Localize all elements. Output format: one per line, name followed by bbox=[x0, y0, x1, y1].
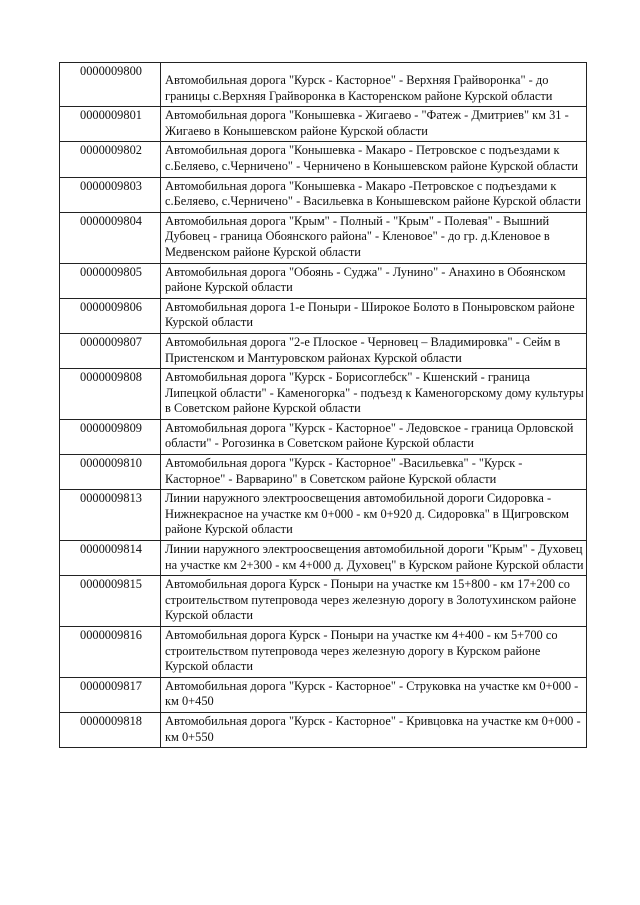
row-code: 0000009805 bbox=[60, 263, 161, 298]
row-code: 0000009804 bbox=[60, 212, 161, 263]
row-code: 0000009818 bbox=[60, 712, 161, 747]
row-code: 0000009807 bbox=[60, 333, 161, 368]
table-row bbox=[60, 627, 587, 678]
row-code: 0000009801 bbox=[60, 107, 161, 142]
table-row bbox=[60, 107, 587, 142]
row-description: Линии наружного электроосвещения автомобильной дороги Сидоровка - Нижнекрасное на участке км 0+000 - км 0+920 д. Сидоровка" в Щигровском районе Курской области bbox=[161, 490, 587, 541]
row-description: Автомобильная дорога "Конышевка - Макаро - Петровское с подъездами к с.Беляево, с.Черничено" - Черничено в Конышевском районе Курской области bbox=[161, 142, 587, 177]
row-description: Автомобильная дорога "Курск - Касторное" - Струковка на участке км 0+000 - км 0+450 bbox=[161, 677, 587, 712]
row-description: Автомобильная дорога 1-е Поныри - Широкое Болото в Поныровском районе Курской области bbox=[161, 298, 587, 333]
table-row bbox=[60, 419, 587, 454]
row-description: Автомобильная дорога Курск - Поныри на участке км 15+800 - км 17+200 со строительством путепровода через железную дорогу в Золотухинском районе Курской области bbox=[161, 576, 587, 627]
table-row bbox=[60, 333, 587, 368]
row-code: 0000009809 bbox=[60, 419, 161, 454]
table-row bbox=[60, 298, 587, 333]
table-row bbox=[60, 263, 587, 298]
row-code: 0000009803 bbox=[60, 177, 161, 212]
table-row bbox=[60, 677, 587, 712]
row-code: 0000009814 bbox=[60, 541, 161, 576]
row-code: 0000009800 bbox=[60, 63, 161, 107]
table-row bbox=[60, 212, 587, 263]
row-code: 0000009806 bbox=[60, 298, 161, 333]
table-row bbox=[60, 142, 587, 177]
row-description: Автомобильная дорога "2-е Плоское - Черновец – Владимировка" - Сейм в Пристенском и Мантуровском районах Курской области bbox=[161, 333, 587, 368]
row-code: 0000009802 bbox=[60, 142, 161, 177]
row-description: Автомобильная дорога "Курск - Касторное" -Васильевка" - "Курск - Касторное" - Варварино" в Советском районе Курской области bbox=[161, 455, 587, 490]
row-description: Автомобильная дорога "Курск - Касторное" - Верхняя Грайворонка" - до границы с.Верхняя Грайворонка в Касторенском районе Курской области bbox=[161, 63, 587, 107]
row-description: Автомобильная дорога "Курск - Борисоглебск" - Кшенский - граница Липецкой области" - Каменогорка" - подъезд к Каменогорскому дому культуры в Советском районе Курской области bbox=[161, 369, 587, 420]
row-description: Линии наружного электроосвещения автомобильной дороги "Крым" - Духовец на участке км 2+300 - км 4+000 д. Духовец" в Курском районе Курской области bbox=[161, 541, 587, 576]
row-code: 0000009815 bbox=[60, 576, 161, 627]
row-description: Автомобильная дорога Курск - Поныри на участке км 4+400 - км 5+700 со строительством путепровода через железную дорогу в Курском районе Курской области bbox=[161, 627, 587, 678]
row-code: 0000009816 bbox=[60, 627, 161, 678]
row-description: Автомобильная дорога "Крым" - Полный - "Крым" - Полевая" - Вышний Дубовец - граница Обоянского района" - Кленовое" - до гр. д.Кленовое в Медвенском районе Курской области bbox=[161, 212, 587, 263]
row-code: 0000009810 bbox=[60, 455, 161, 490]
table-row bbox=[60, 369, 587, 420]
row-description: Автомобильная дорога "Обоянь - Суджа" - Лунино" - Анахино в Обоянском районе Курской области bbox=[161, 263, 587, 298]
row-code: 0000009813 bbox=[60, 490, 161, 541]
table-row bbox=[60, 576, 587, 627]
road-registry-table-body bbox=[60, 63, 587, 748]
row-description: Автомобильная дорога "Конышевка - Жигаево - "Фатеж - Дмитриев" км 31 - Жигаево в Конышевском районе Курской области bbox=[161, 107, 587, 142]
table-row bbox=[60, 177, 587, 212]
row-code: 0000009808 bbox=[60, 369, 161, 420]
row-description: Автомобильная дорога "Курск - Касторное" - Кривцовка на участке км 0+000 - км 0+550 bbox=[161, 712, 587, 747]
row-code: 0000009817 bbox=[60, 677, 161, 712]
row-description: Автомобильная дорога "Конышевка - Макаро -Петровское с подъездами к с.Беляево, с.Черничено" - Васильевка в Конышевском районе Курской области bbox=[161, 177, 587, 212]
road-registry-table bbox=[59, 62, 587, 748]
table-row bbox=[60, 712, 587, 747]
table-row bbox=[60, 63, 587, 107]
table-row bbox=[60, 490, 587, 541]
table-row bbox=[60, 541, 587, 576]
row-description: Автомобильная дорога "Курск - Касторное" - Ледовское - граница Орловской области" - Рогозинка в Советском районе Курской области bbox=[161, 419, 587, 454]
table-row bbox=[60, 455, 587, 490]
